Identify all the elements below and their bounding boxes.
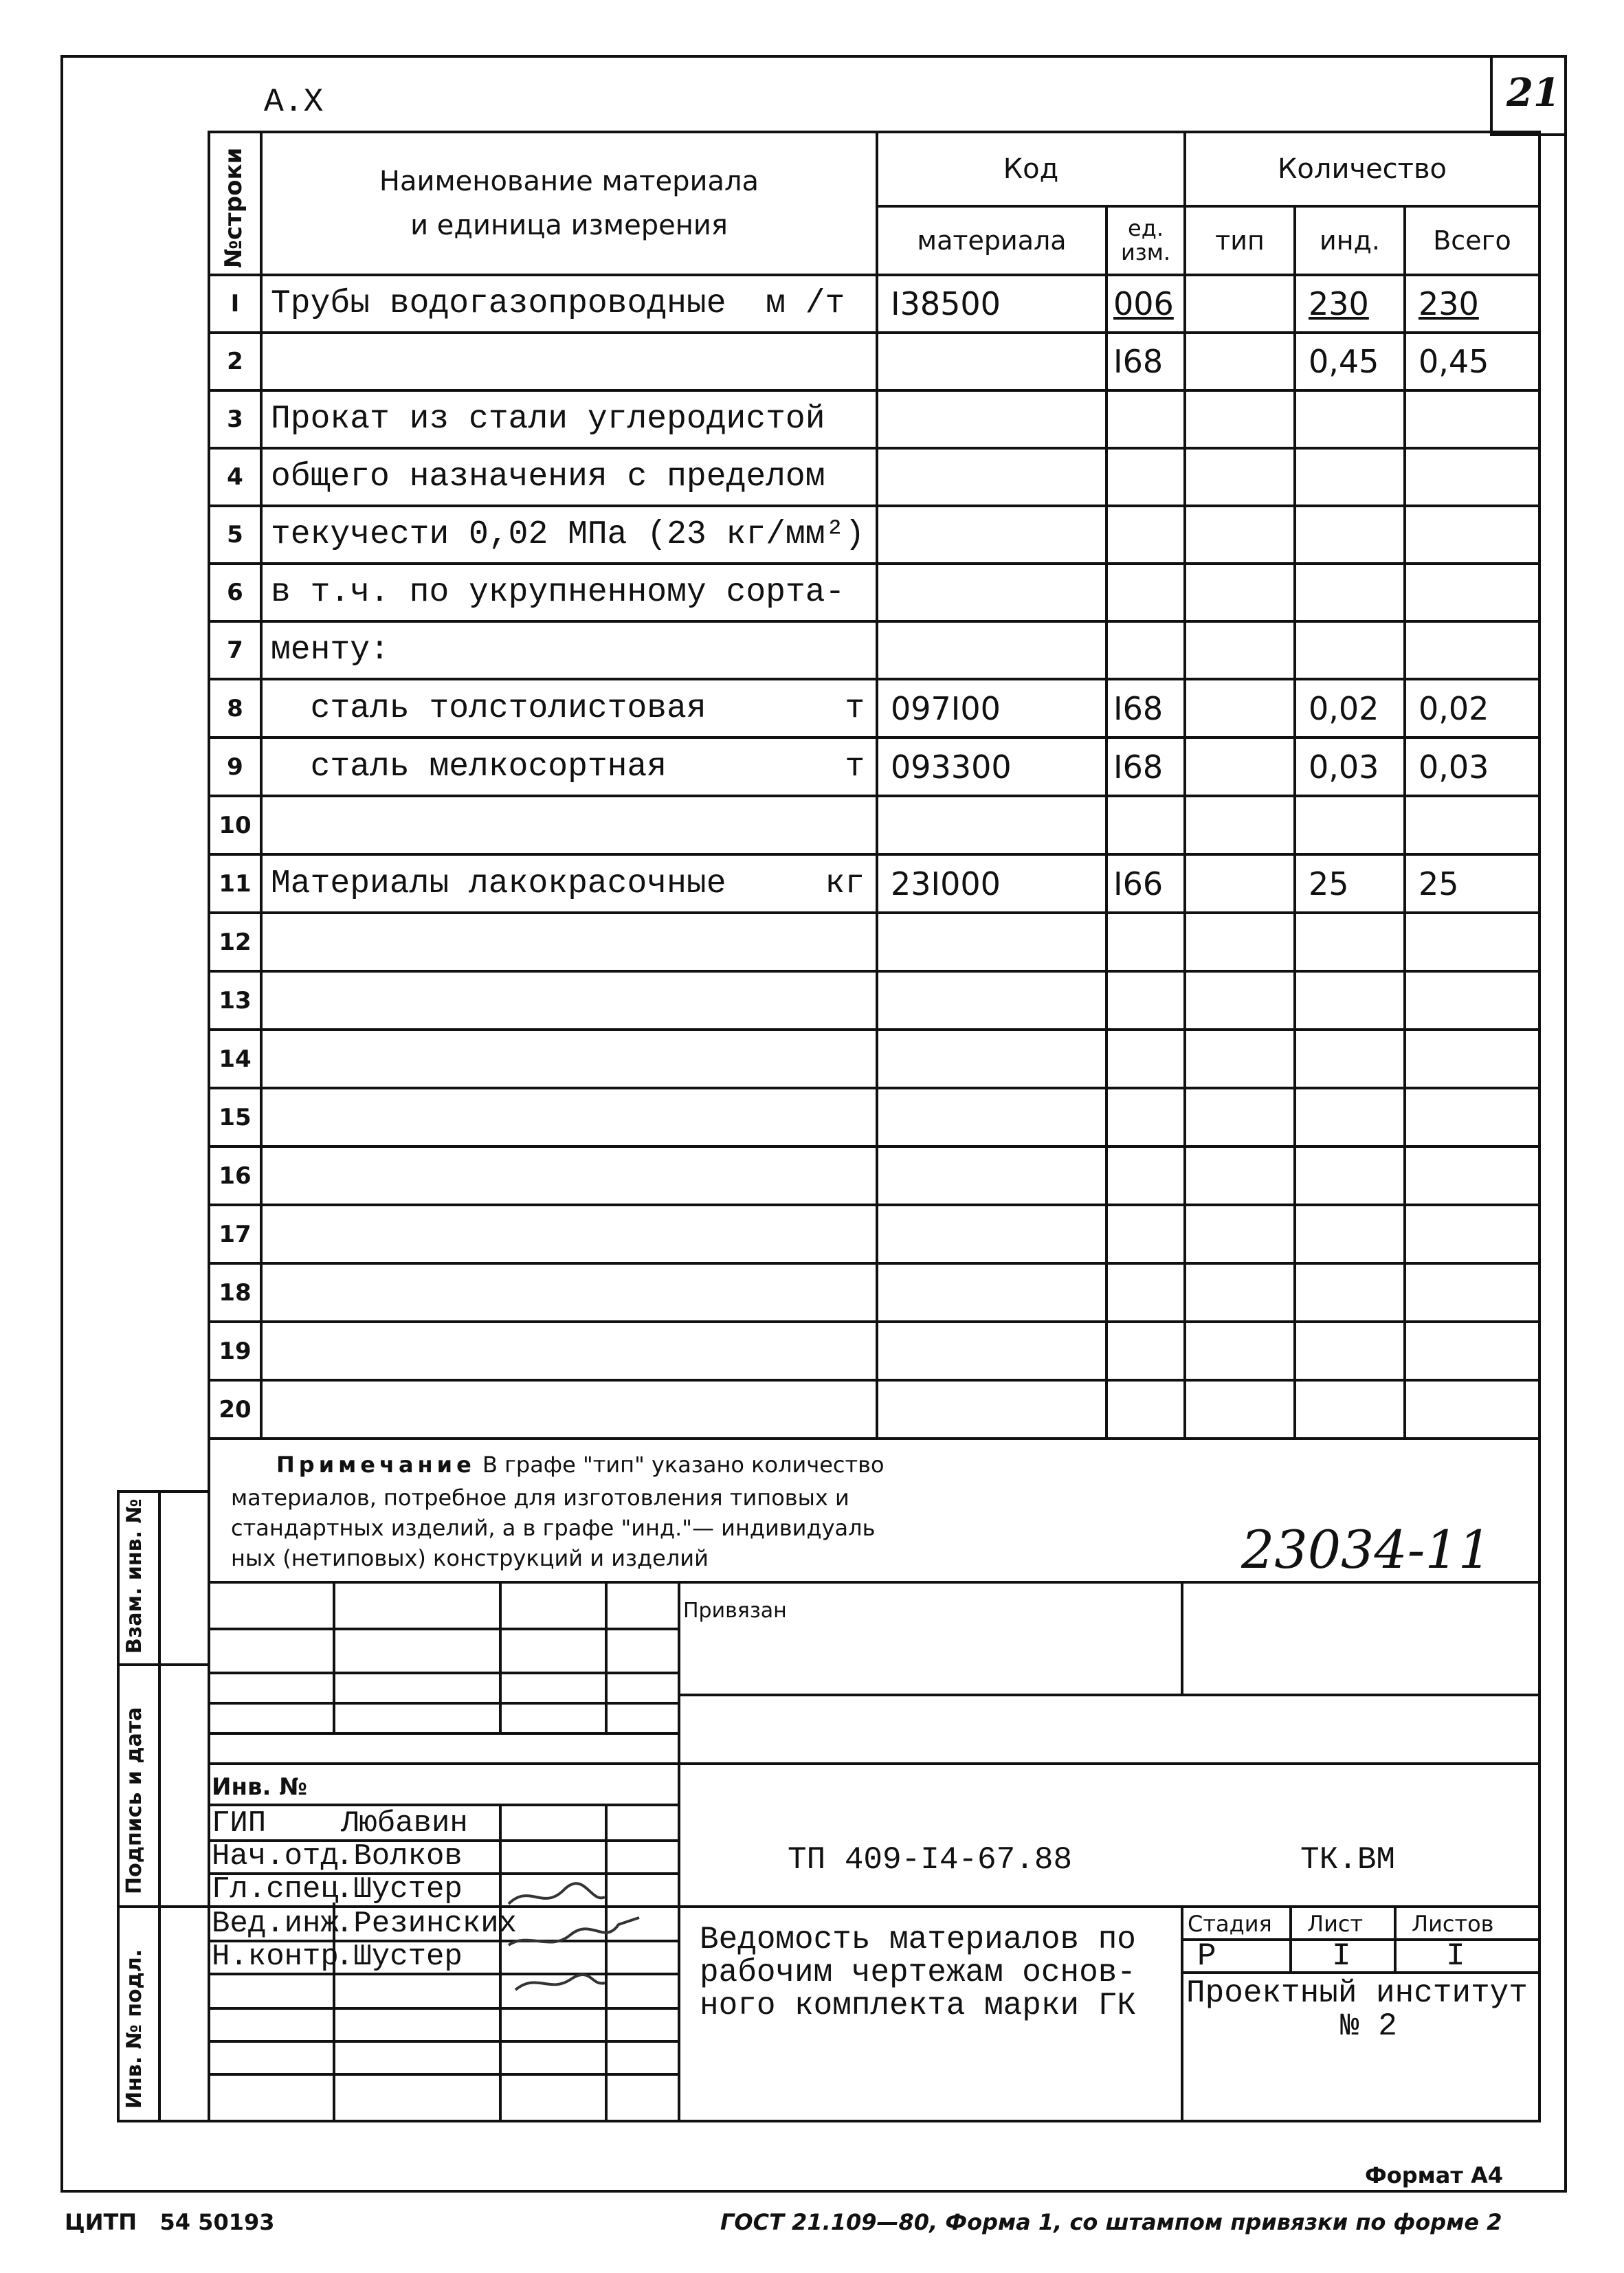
unit-code <box>1106 1263 1185 1322</box>
unit-code <box>1106 1030 1185 1088</box>
material-name <box>261 1030 877 1088</box>
unit-code: I68 <box>1106 738 1185 796</box>
signature-name: .Шустер <box>335 1872 463 1907</box>
row-number: 19 <box>209 1322 261 1380</box>
side-label-inv-orig: Инв. № подл. <box>122 1949 146 2109</box>
project-code: ТП 409-I4-67.88 <box>788 1842 1073 1878</box>
signature-role: Н.контр <box>212 1940 339 1974</box>
row-number: 3 <box>209 390 261 448</box>
sheet-label-stamp: Лист <box>1307 1911 1364 1937</box>
sheet-label: А.Х <box>264 84 324 121</box>
qty-type <box>1185 621 1295 679</box>
qty-ind <box>1295 1205 1405 1263</box>
table-row <box>209 621 1539 679</box>
material-code <box>877 971 1106 1030</box>
material-code <box>877 1380 1106 1439</box>
footer-right: ГОСТ 21.109—80, Форма 1, со штампом привязки по форме 2 <box>720 2209 1502 2235</box>
table-row <box>209 275 1539 333</box>
qty-type <box>1185 564 1295 621</box>
qty-ind <box>1295 913 1405 971</box>
material-code: 097I00 <box>877 679 1106 738</box>
qty-total <box>1405 796 1539 854</box>
header-name: Наименование материала и единица измерения <box>261 132 877 275</box>
material-code <box>877 796 1106 854</box>
footer-left: ЦИТП 54 50193 <box>65 2209 275 2235</box>
table-row <box>209 1205 1539 1263</box>
material-name: Прокат из стали углеродистой <box>261 390 877 448</box>
note-line4: ных (нетиповых) конструкций и изделий <box>231 1545 709 1571</box>
qty-ind: 0,02 <box>1295 679 1405 738</box>
table-row <box>209 390 1539 448</box>
material-name <box>261 1146 877 1205</box>
signature-role: Гл.спец <box>212 1872 339 1907</box>
inv-label: Инв. № <box>212 1773 308 1801</box>
material-code <box>877 913 1106 971</box>
unit-code <box>1106 448 1185 506</box>
table-row <box>209 1263 1539 1322</box>
qty-type <box>1185 448 1295 506</box>
qty-type <box>1185 390 1295 448</box>
qty-total: 0,02 <box>1405 679 1539 738</box>
row-number: 17 <box>209 1205 261 1263</box>
unit-code <box>1106 390 1185 448</box>
material-name: сталь мелкосортная т <box>261 738 877 796</box>
material-name: Материалы лакокрасочные кг <box>261 854 877 913</box>
bound-label: Привязан <box>683 1599 787 1623</box>
header-row-no: №строки <box>209 132 261 275</box>
material-name <box>261 1263 877 1322</box>
material-code <box>877 564 1106 621</box>
signature-marks <box>502 1870 667 2007</box>
unit-code: I68 <box>1106 333 1185 390</box>
qty-total: 0,45 <box>1405 333 1539 390</box>
material-name: Трубы водогазопроводные м /т <box>261 275 877 333</box>
qty-total <box>1405 1088 1539 1146</box>
qty-type <box>1185 1088 1295 1146</box>
sheet-value: I <box>1332 1938 1351 1974</box>
note-line1: Примечание В графе "тип" указано количество <box>276 1452 885 1478</box>
table-row <box>209 1322 1539 1380</box>
material-code <box>877 448 1106 506</box>
qty-ind: 230 <box>1295 275 1405 333</box>
qty-type <box>1185 1263 1295 1322</box>
material-code <box>877 1088 1106 1146</box>
materials-table <box>208 131 1541 1440</box>
qty-type <box>1185 1146 1295 1205</box>
note-line2: материалов, потребное для изготовления типовых и <box>231 1485 849 1511</box>
material-name: менту: <box>261 621 877 679</box>
qty-type <box>1185 854 1295 913</box>
material-name <box>261 1205 877 1263</box>
unit-code <box>1106 1380 1185 1439</box>
qty-total <box>1405 1322 1539 1380</box>
material-code <box>877 506 1106 564</box>
row-number: 5 <box>209 506 261 564</box>
material-code <box>877 1205 1106 1263</box>
table-row <box>209 564 1539 621</box>
row-number: 10 <box>209 796 261 854</box>
qty-type <box>1185 738 1295 796</box>
sheet-number: 21 <box>1506 70 1560 115</box>
material-name <box>261 913 877 971</box>
side-label-sign-date: Подпись и дата <box>122 1707 146 1894</box>
row-number: 15 <box>209 1088 261 1146</box>
stage-label: Стадия <box>1188 1911 1272 1937</box>
table-row <box>209 796 1539 854</box>
row-number: 18 <box>209 1263 261 1322</box>
unit-code: I66 <box>1106 854 1185 913</box>
header-quantity: Количество <box>1185 132 1539 206</box>
unit-code <box>1106 796 1185 854</box>
qty-type <box>1185 333 1295 390</box>
note-line3: стандартных изделий, а в графе "инд."— индивидуаль <box>231 1515 876 1541</box>
title-line2: рабочим чертежам основ- <box>700 1955 1136 1991</box>
qty-total <box>1405 506 1539 564</box>
unit-code <box>1106 564 1185 621</box>
doc-number-handwritten: 23034-11 <box>1241 1519 1492 1580</box>
material-name <box>261 1380 877 1439</box>
qty-ind <box>1295 796 1405 854</box>
unit-code: I68 <box>1106 679 1185 738</box>
material-name <box>261 971 877 1030</box>
row-number: 12 <box>209 913 261 971</box>
material-code <box>877 1263 1106 1322</box>
signature-name: .Резинских <box>335 1907 518 1941</box>
qty-total <box>1405 1263 1539 1322</box>
document-mark: ТК.ВМ <box>1300 1842 1396 1878</box>
material-name <box>261 1088 877 1146</box>
material-name: в т.ч. по укрупненному сорта- <box>261 564 877 621</box>
material-code <box>877 333 1106 390</box>
qty-type <box>1185 796 1295 854</box>
qty-ind: 25 <box>1295 854 1405 913</box>
material-code: I38500 <box>877 275 1106 333</box>
sheets-label: Листов <box>1412 1911 1494 1937</box>
qty-total: 0,03 <box>1405 738 1539 796</box>
qty-ind <box>1295 390 1405 448</box>
material-code <box>877 1146 1106 1205</box>
qty-ind <box>1295 1263 1405 1322</box>
qty-type <box>1185 1030 1295 1088</box>
row-number: 13 <box>209 971 261 1030</box>
qty-type <box>1185 913 1295 971</box>
org-line1: Проектный институт <box>1186 1975 1528 2011</box>
header-qty-total: Всего <box>1405 206 1539 275</box>
row-number: 8 <box>209 679 261 738</box>
row-number: 14 <box>209 1030 261 1088</box>
stage-value: Р <box>1197 1938 1216 1974</box>
material-name: текучести 0,02 МПа (23 кг/мм²) <box>261 506 877 564</box>
unit-code <box>1106 1322 1185 1380</box>
material-code <box>877 1322 1106 1380</box>
unit-code <box>1106 1205 1185 1263</box>
unit-code <box>1106 621 1185 679</box>
material-name: сталь толстолистовая т <box>261 679 877 738</box>
material-code <box>877 621 1106 679</box>
material-code: 23I000 <box>877 854 1106 913</box>
qty-total <box>1405 1030 1539 1088</box>
row-number: 16 <box>209 1146 261 1205</box>
table-row <box>209 854 1539 913</box>
material-code: 093300 <box>877 738 1106 796</box>
row-number: 6 <box>209 564 261 621</box>
row-number: 20 <box>209 1380 261 1439</box>
qty-ind <box>1295 1322 1405 1380</box>
material-name <box>261 796 877 854</box>
table-row <box>209 1030 1539 1088</box>
qty-total: 230 <box>1405 275 1539 333</box>
qty-total <box>1405 971 1539 1030</box>
material-name: общего назначения с пределом <box>261 448 877 506</box>
row-number: 7 <box>209 621 261 679</box>
signature-role: Нач.отд <box>212 1839 339 1874</box>
table-row <box>209 913 1539 971</box>
header-code: Код <box>877 132 1185 206</box>
row-number: 4 <box>209 448 261 506</box>
format-label: Формат А4 <box>1365 2162 1504 2188</box>
qty-ind <box>1295 1030 1405 1088</box>
qty-ind: 0,03 <box>1295 738 1405 796</box>
qty-total <box>1405 564 1539 621</box>
row-number: 11 <box>209 854 261 913</box>
header-code-material: материала <box>877 206 1106 275</box>
qty-type <box>1185 275 1295 333</box>
header-qty-type: тип <box>1185 206 1295 275</box>
qty-total <box>1405 913 1539 971</box>
material-code <box>877 390 1106 448</box>
signature-name: .Шустер <box>335 1940 463 1974</box>
title-line3: ного комплекта марки ГК <box>700 1988 1136 2023</box>
unit-code <box>1106 913 1185 971</box>
qty-ind <box>1295 506 1405 564</box>
unit-code <box>1106 1088 1185 1146</box>
table-row <box>209 448 1539 506</box>
unit-code <box>1106 506 1185 564</box>
qty-total <box>1405 390 1539 448</box>
qty-ind <box>1295 621 1405 679</box>
header-code-unit: ед. изм. <box>1106 206 1185 275</box>
table-row <box>209 333 1539 390</box>
sheet-number-box <box>1490 55 1567 136</box>
unit-code <box>1106 971 1185 1030</box>
qty-type <box>1185 506 1295 564</box>
table-row <box>209 971 1539 1030</box>
table-row <box>209 506 1539 564</box>
title-line1: Ведомость материалов по <box>700 1922 1136 1958</box>
qty-ind <box>1295 971 1405 1030</box>
qty-ind <box>1295 1146 1405 1205</box>
qty-total <box>1405 1380 1539 1439</box>
sheets-value: I <box>1446 1938 1465 1974</box>
qty-ind <box>1295 1380 1405 1439</box>
material-name <box>261 1322 877 1380</box>
qty-ind <box>1295 564 1405 621</box>
row-number: 2 <box>209 333 261 390</box>
org-line2: № 2 <box>1340 2008 1397 2044</box>
material-code <box>877 1030 1106 1088</box>
signature-role: Вед.инж <box>212 1907 339 1941</box>
unit-code <box>1106 1146 1185 1205</box>
qty-total <box>1405 1205 1539 1263</box>
qty-ind <box>1295 1088 1405 1146</box>
side-label-inv-replace: Взам. инв. № <box>122 1498 146 1654</box>
qty-ind: 0,45 <box>1295 333 1405 390</box>
qty-total: 25 <box>1405 854 1539 913</box>
table-row <box>209 738 1539 796</box>
row-number: 9 <box>209 738 261 796</box>
signature-name: .Волков <box>335 1839 463 1874</box>
qty-total <box>1405 621 1539 679</box>
header-qty-ind: инд. <box>1295 206 1405 275</box>
qty-type <box>1185 971 1295 1030</box>
row-number: I <box>209 275 261 333</box>
qty-type <box>1185 1205 1295 1263</box>
signature-name: Любавин <box>341 1806 468 1841</box>
qty-type <box>1185 679 1295 738</box>
table-body <box>209 275 1539 1439</box>
qty-total <box>1405 1146 1539 1205</box>
table-row <box>209 1088 1539 1146</box>
qty-total <box>1405 448 1539 506</box>
unit-code: 006 <box>1106 275 1185 333</box>
qty-type <box>1185 1322 1295 1380</box>
table-row <box>209 1146 1539 1205</box>
signature-role: ГИП <box>212 1806 267 1841</box>
table-row <box>209 679 1539 738</box>
qty-type <box>1185 1380 1295 1439</box>
material-name <box>261 333 877 390</box>
table-row <box>209 1380 1539 1439</box>
qty-ind <box>1295 448 1405 506</box>
